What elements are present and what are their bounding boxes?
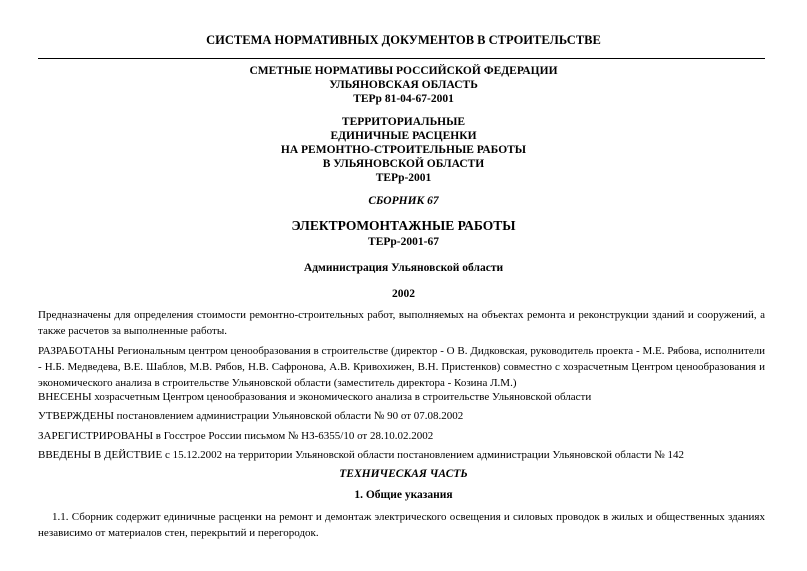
general-instructions-heading: 1. Общие указания <box>354 489 453 501</box>
clause-1-1: 1.1. Сборник содержит единичные расценки на ремонт и демонтаж электрического освещения и силовых проводок в жилых и общественных зданиях независимо от материалов стен, перекрытий и перегородок. <box>38 511 765 539</box>
purpose-paragraph: Предназначены для определения стоимости ремонтно-строительных работ, выполняемых на объектах ремонта и реконструкции зданий и сооружений, а также расчетов за выполненные работы. <box>38 309 765 337</box>
title-region: В УЛЬЯНОВСКОЙ ОБЛАСТИ <box>322 158 485 170</box>
year: 2002 <box>392 288 415 300</box>
system-header: СИСТЕМА НОРМАТИВНЫХ ДОКУМЕНТОВ В СТРОИТЕЛЬСТВЕ <box>206 33 601 47</box>
title-unit-prices: ЕДИНИЧНЫЕ РАСЦЕНКИ <box>330 130 477 142</box>
title-territorial: ТЕРРИТОРИАЛЬНЫЕ <box>341 116 466 128</box>
header-rule <box>38 58 765 59</box>
collection-number: СБОРНИК 67 <box>368 195 439 207</box>
title-repair-works: НА РЕМОНТНО-СТРОИТЕЛЬНЫЕ РАБОТЫ <box>280 144 527 156</box>
effective-line: ВВЕДЕНЫ В ДЕЙСТВИЕ с 15.12.2002 на территории Ульяновской области постановлением администрации Ульяновской области № 142 <box>38 449 685 461</box>
subject-code: ТЕРр-2001-67 <box>368 236 439 248</box>
title-terr-2001: ТЕРр-2001 <box>375 172 432 184</box>
title-line-2: УЛЬЯНОВСКАЯ ОБЛАСТЬ <box>329 79 478 91</box>
introduced-line: ВНЕСЕНЫ хозрасчетным Центром ценообразования и экономического анализа в строительстве Ульяновской области <box>38 391 592 403</box>
authority: Администрация Ульяновской области <box>303 262 504 274</box>
approved-line: УТВЕРЖДЕНЫ постановлением администрации Ульяновской области № 90 от 07.08.2002 <box>38 410 464 422</box>
developed-paragraph: РАЗРАБОТАНЫ Региональным центром ценообразования в строительстве (директор - О В. Дидковская, руководитель проекта - М.Е. Рябова, исполнители - Н.Б. Медведева, В.Е. Шаблов, М.В. Рябов, Н.В. Сафронова, А.В. Кривохижен, В.Н. Пристенков) совместно с хозрасчетным Центром ценообразования и экономического анализа в строительстве Ульяновской области (заместитель директора - Козина Л.М.) <box>38 345 765 389</box>
document-code: ТЕРр 81-04-67-2001 <box>353 93 454 105</box>
technical-part-heading: ТЕХНИЧЕСКАЯ ЧАСТЬ <box>339 468 468 480</box>
title-line-1: СМЕТНЫЕ НОРМАТИВЫ РОССИЙСКОЙ ФЕДЕРАЦИИ <box>249 65 558 77</box>
registered-line: ЗАРЕГИСТРИРОВАНЫ в Госстрое России письмом № НЗ-6355/10 от 28.10.02.2002 <box>38 430 434 442</box>
subject-title: ЭЛЕКТРОМОНТАЖНЫЕ РАБОТЫ <box>291 218 516 233</box>
